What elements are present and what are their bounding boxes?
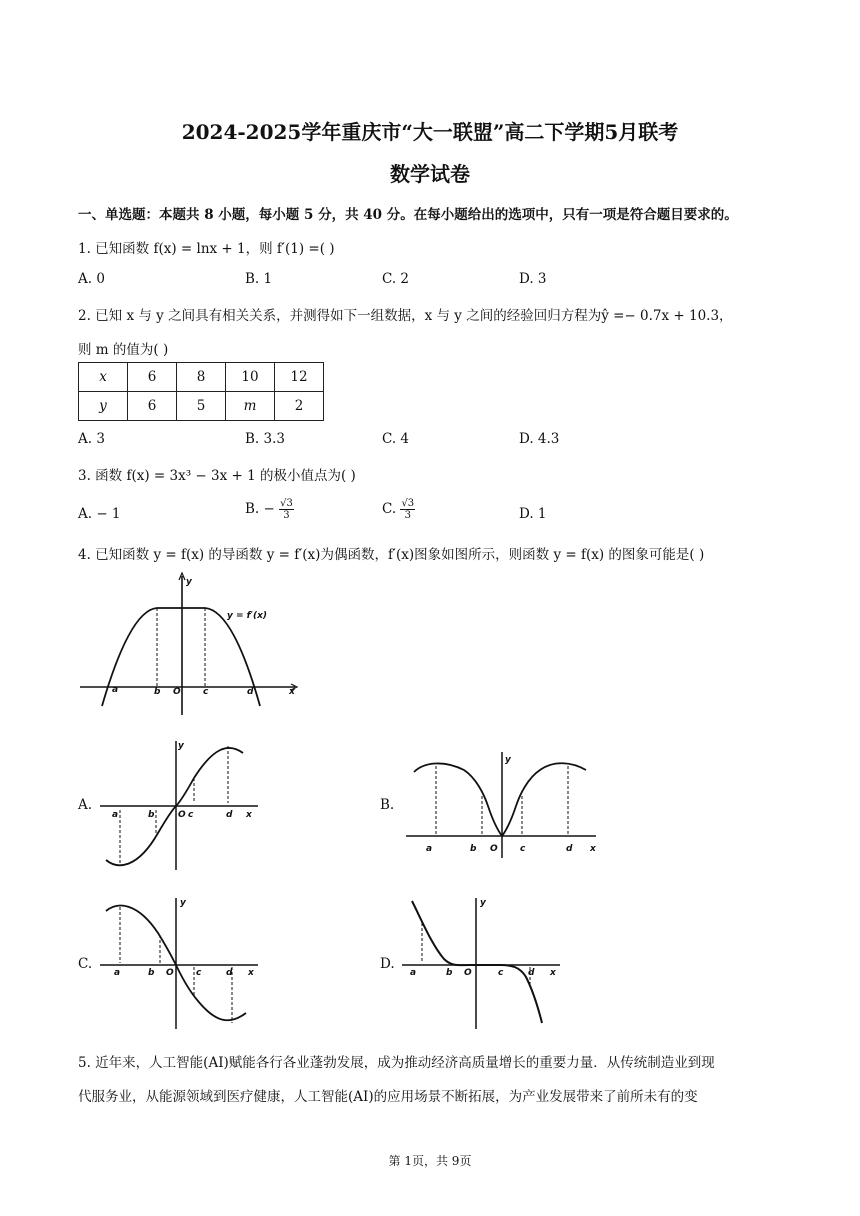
question-1-stem: 1. 已知函数 f(x) = lnx + 1，则 f′(1) =( ) [78,241,335,257]
table-cell: 8 [177,363,226,392]
fraction [279,498,294,521]
q1-option-c: C. 2 [382,271,410,287]
table-cell: x [79,363,128,392]
q3-option-a: A. − 1 [78,506,121,522]
q4-option-b-label: B. [380,797,395,813]
label-d: d [566,844,573,854]
question-2-stem-line1: 2. 已知 x 与 y 之间具有相关关系，并测得如下一组数据，x 与 y 之间的经验回归方程为ŷ =− 0.7x + 10.3， [78,308,733,324]
label-x: x [289,687,295,697]
label-a: a [410,968,417,978]
option-b-graph [404,750,604,860]
section-heading: 一、单选题：本题共 8 小题，每小题 5 分，共 40 分。在每小题给出的选项中，只有一项是符合题目要求的。 [78,207,738,223]
question-5-line1: 5. 近年来，人工智能(AI)赋能各行各业蓬勃发展，成为推动经济高质量增长的重要力量．从传统制造业到现 [78,1055,715,1071]
fraction-denominator: 3 [283,510,290,521]
question-2-stem-line2: 则 m 的值为( ) [78,342,169,358]
fraction-numerator: √3 [401,498,415,509]
label-o: O [464,968,472,978]
label-b: b [148,810,155,820]
curve-label: y = f′(x) [227,611,267,621]
q2-option-c: C. 4 [382,431,410,447]
function-curve [414,763,586,836]
table-cell: 10 [226,363,275,392]
table-cell: y [79,392,128,421]
label-c: c [196,968,202,978]
fraction-numerator: √3 [280,498,293,509]
label-x: x [550,968,556,978]
label-y: y [186,577,192,587]
q4-option-c-label: C. [78,956,93,972]
label-o: O [178,810,186,820]
page-footer: 第 1页，共 9页 [388,1154,472,1168]
q4-option-a-label: A. [78,797,93,813]
label-a: a [426,844,433,854]
q1-option-d: D. 3 [519,271,547,287]
table-cell: m [226,392,275,421]
q3-option-b [245,498,294,521]
label-y: y [505,755,511,765]
question-3-stem: 3. 函数 f(x) = 3x³ − 3x + 1 的极小值点为( ) [78,468,356,484]
label-x: x [590,844,596,854]
option-d-graph [400,895,570,1030]
q1-option-a: A. 0 [78,271,105,287]
fraction [400,498,415,521]
label-b: b [470,844,477,854]
q3-option-c [382,498,415,521]
option-c-graph [98,895,268,1030]
q3-option-c-prefix: C. [382,501,397,517]
question-5-line2: 代服务业，从能源领域到医疗健康，人工智能(AI)的应用场景不断拓展，为产业发展带来了前所未有的变 [78,1089,698,1105]
table-cell: 2 [275,392,324,421]
label-y: y [480,898,486,908]
table-row [79,363,324,392]
table-cell: 5 [177,392,226,421]
derivative-graph [75,570,305,720]
label-y: y [180,898,186,908]
derivative-curve [102,608,260,706]
label-a: a [114,968,121,978]
q1-option-b: B. 1 [245,271,273,287]
label-d: d [247,687,254,697]
data-table [78,362,324,421]
q3-option-b-prefix: B. − [245,501,275,517]
option-a-graph [98,738,268,873]
label-o: O [173,687,181,697]
question-4-stem: 4. 已知函数 y = f(x) 的导函数 y = f′(x)为偶函数，f′(x)图象如图所示，则函数 y = f(x) 的图象可能是( ) [78,547,705,563]
q2-option-a: A. 3 [78,431,105,447]
label-y: y [178,741,184,751]
page-subtitle: 数学试卷 [390,162,470,186]
table-cell: 6 [128,363,177,392]
fraction-denominator: 3 [404,510,411,521]
label-c: c [520,844,526,854]
q2-option-d: D. 4.3 [519,431,560,447]
label-c: c [188,810,194,820]
label-a: a [112,685,119,695]
function-curve [412,901,542,1023]
label-a: a [112,810,119,820]
page-title: 2024-2025学年重庆市“大一联盟”高二下学期5月联考 [181,120,679,144]
label-x: x [248,968,254,978]
label-c: c [498,968,504,978]
table-row [79,392,324,421]
table-cell: 12 [275,363,324,392]
label-b: b [446,968,453,978]
q4-option-d-label: D. [380,956,395,972]
q2-option-b: B. 3.3 [245,431,285,447]
label-d: d [226,968,233,978]
label-d: d [528,968,535,978]
label-o: O [490,844,498,854]
q3-option-d: D. 1 [519,506,547,522]
label-x: x [246,810,252,820]
label-o: O [166,968,174,978]
label-b: b [154,687,161,697]
label-d: d [226,810,233,820]
table-cell: 6 [128,392,177,421]
label-b: b [148,968,155,978]
label-c: c [203,687,209,697]
